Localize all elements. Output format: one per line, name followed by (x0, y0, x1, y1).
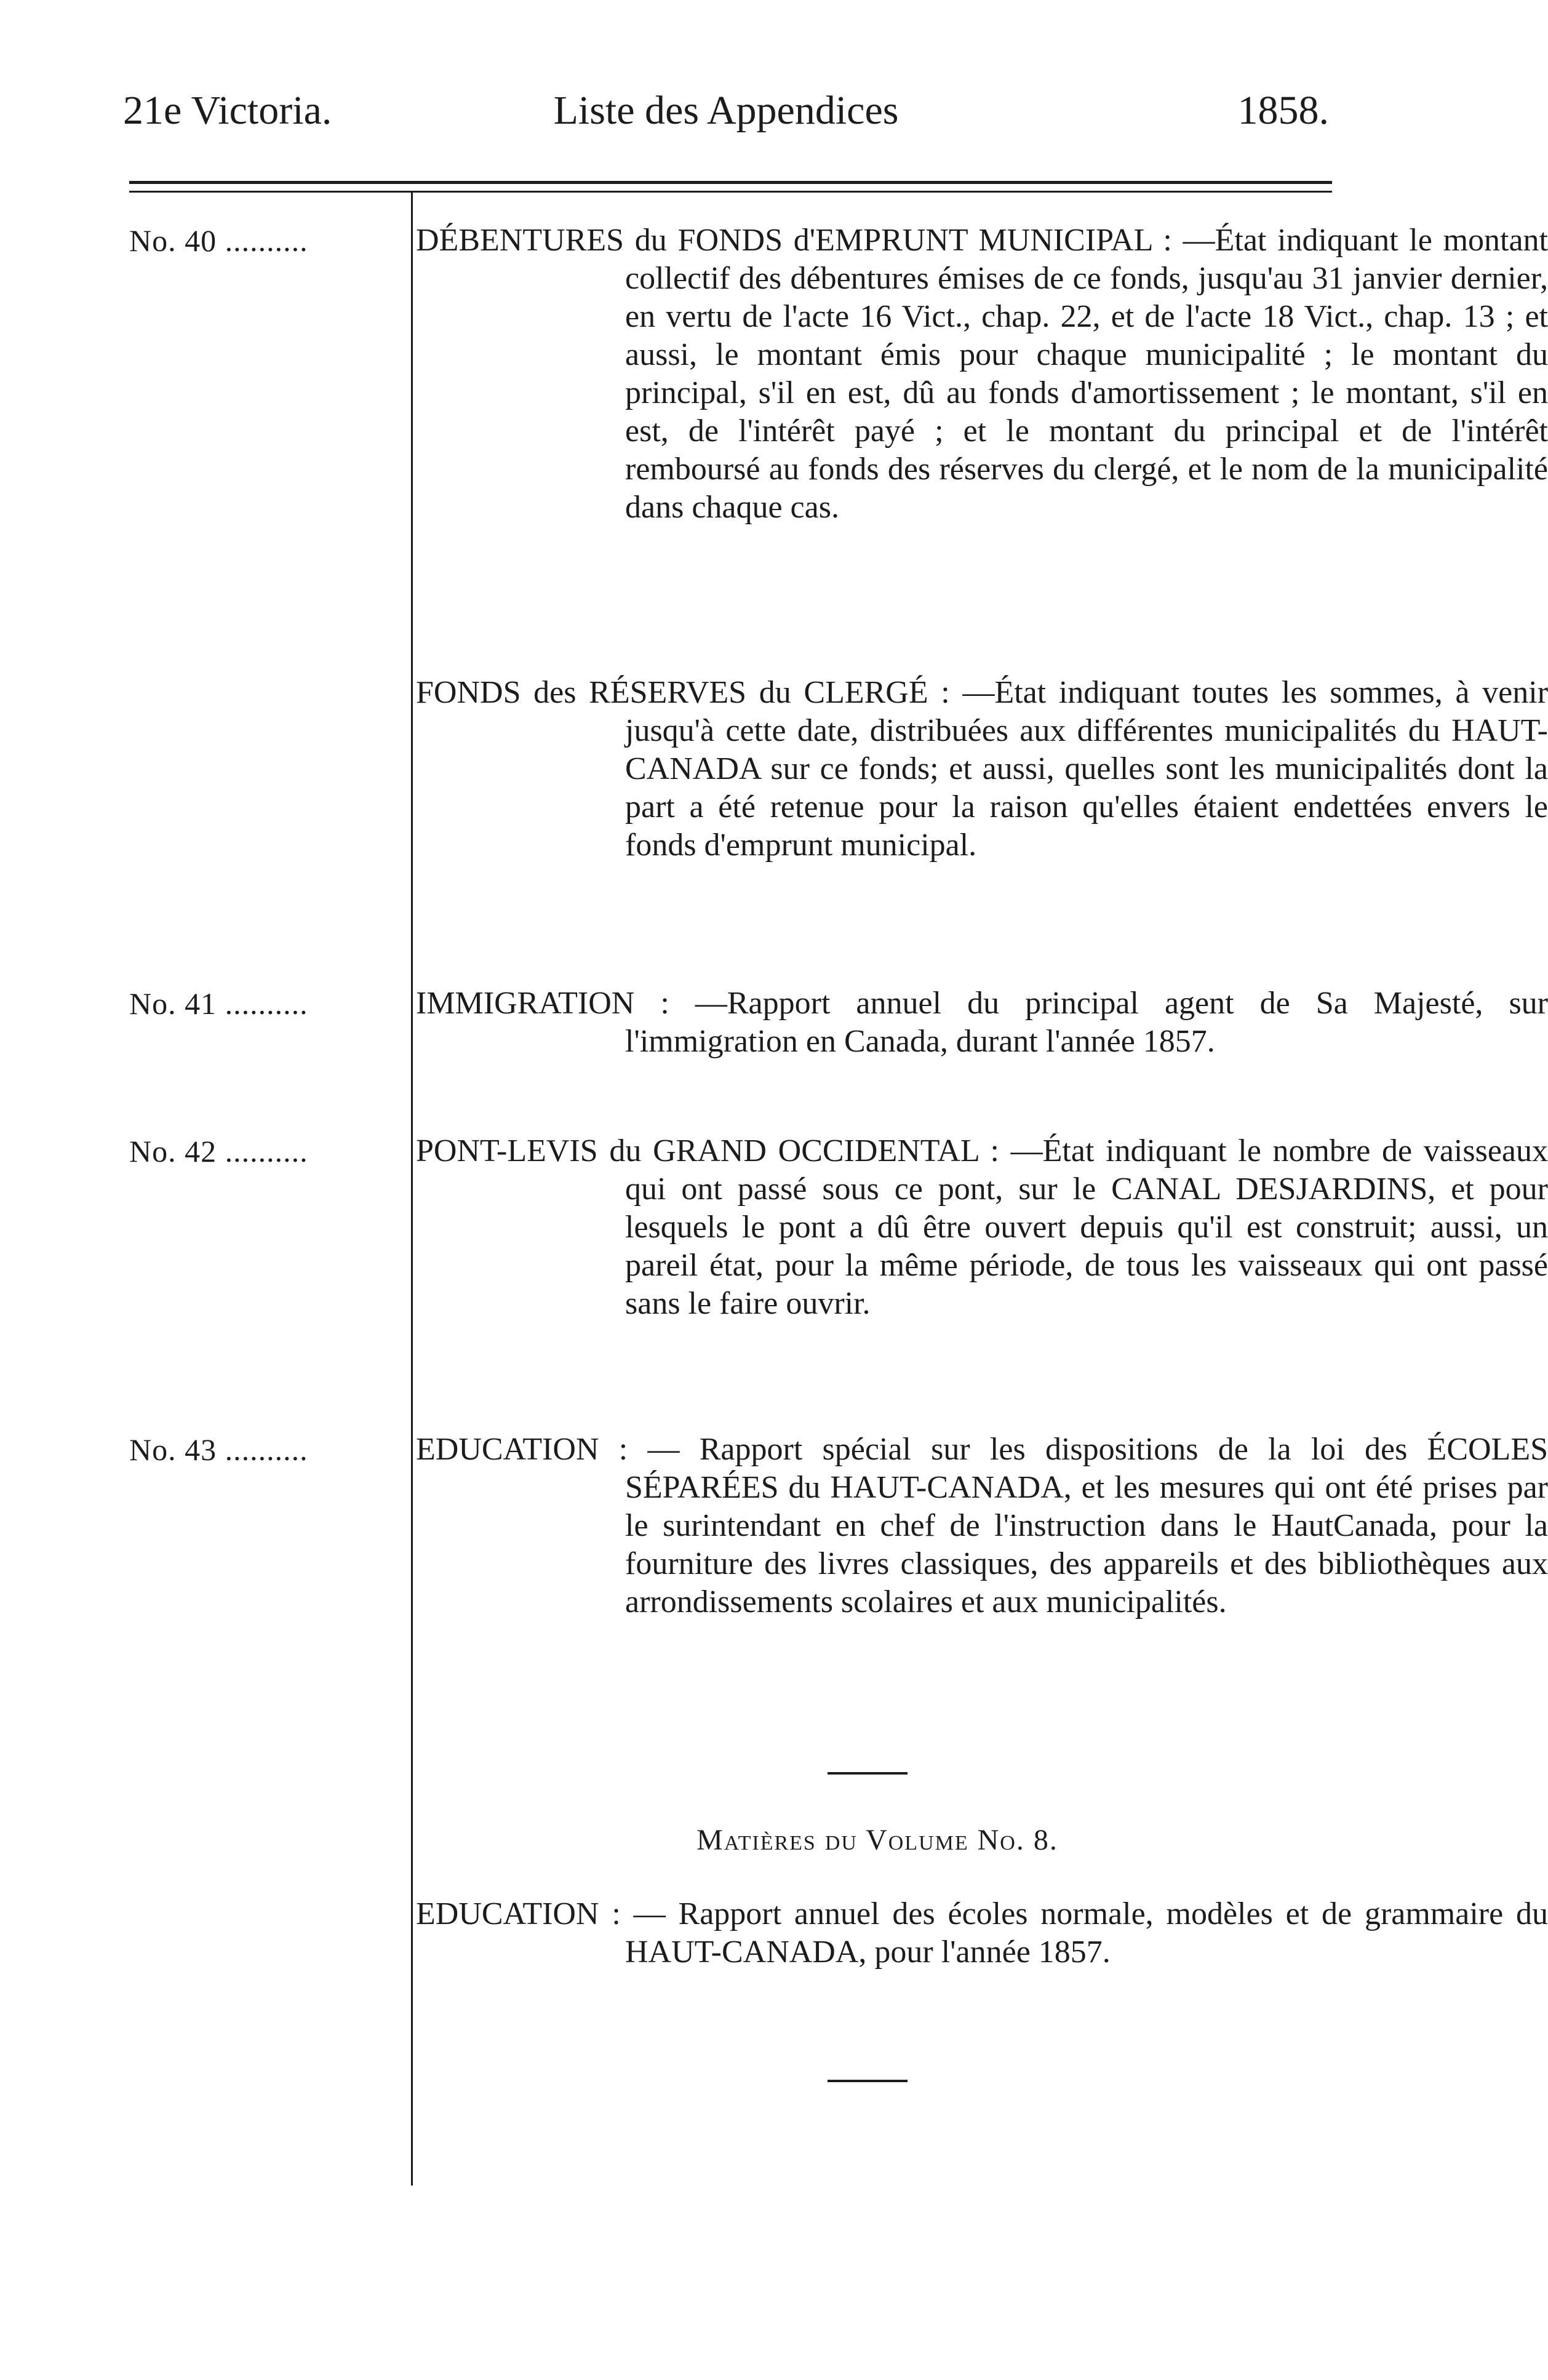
page-header (123, 80, 1329, 142)
entry-heading: EDUCATION : (416, 1896, 621, 1931)
entry-body (416, 1431, 1548, 1621)
entry-heading: IMMIGRATION : (416, 986, 669, 1021)
entry-heading: FONDS des RÉSERVES du CLERGÉ : (416, 675, 950, 710)
column-divider (411, 192, 413, 2186)
entry-text: —État indiquant toutes les sommes, à venir jusqu'à cette date, distribuées aux différentes municipalités du HAUT-CANADA sur ce fonds; et aussi, quelles sont les municipalités dont la part a été retenue pour la raison qu'elles étaient endettées envers le fonds d'emprunt municipal. (625, 675, 1548, 863)
entry-body (416, 1895, 1548, 1971)
entry-heading: DÉBENTURES du FONDS d'EMPRUNT MUNICIPAL : (416, 223, 1172, 258)
entry-body (416, 984, 1548, 1061)
entry-number: No. 42 .......... (129, 1134, 308, 1168)
entry-text: — Rapport annuel des écoles normale, modèles et de grammaire du HAUT-CANADA, pour l'année 1857. (625, 1896, 1548, 1970)
entry-text: —État indiquant le nombre de vaisseaux qui ont passé sous ce pont, sur le CANAL DESJARDINS, et pour lesquels le pont a dû être ouvert depuis qu'il est construit; aussi, un pareil état, pour la même période, de tous les vaisseaux qui ont passé sans le faire ouvrir. (625, 1133, 1548, 1321)
entry-number: No. 40 .......... (129, 223, 308, 258)
header-right: 1858. (1237, 88, 1329, 133)
entry-number: No. 41 .......... (129, 986, 308, 1021)
header-rule-thick (129, 181, 1332, 184)
entry-heading: PONT-LEVIS du GRAND OCCIDENTAL : (416, 1133, 999, 1168)
entry-number: No. 43 .......... (129, 1432, 308, 1467)
entry-body (416, 222, 1548, 527)
entry-text: —Rapport annuel du principal agent de Sa Majesté, sur l'immigration en Canada, durant l'année 1857. (625, 986, 1548, 1059)
header-rule-thin (129, 191, 1332, 193)
section-divider-bottom (828, 2080, 908, 2082)
header-title: Liste des Appendices (553, 88, 899, 133)
entry-text: —État indiquant le montant collectif des débentures émises de ce fonds, jusqu'au 31 janvier dernier, en vertu de l'acte 16 Vict., chap. 22, et de l'acte 18 Vict., chap. 13 ; et aussi, le montant émis pour chaque municipalité ; le montant du principal, s'il en est, dû au fonds d'amortissement ; le montant, s'il en est, de l'intérêt payé ; et le montant du principal et de l'intérêt remboursé au fonds des réserves du clergé, et le nom de la municipalité dans chaque cas. (625, 223, 1548, 525)
entry-body (416, 674, 1548, 865)
header-left: 21e Victoria. (123, 88, 332, 133)
entry-text: — Rapport spécial sur les dispositions de la loi des ÉCOLES SÉPARÉES du HAUT-CANADA, et les mesures qui ont été prises par le surintendant en chef de l'instruction dans le HautCanada, pour la fourniture des livres classiques, des appareils et des bibliothèques aux arrondissements scolaires et aux municipalités. (625, 1432, 1548, 1619)
entry-heading: EDUCATION : (416, 1432, 628, 1467)
section-divider-top (828, 1772, 908, 1775)
section-title: Matières du Volume No. 8. (696, 1824, 1058, 1856)
entry-body (416, 1132, 1548, 1323)
